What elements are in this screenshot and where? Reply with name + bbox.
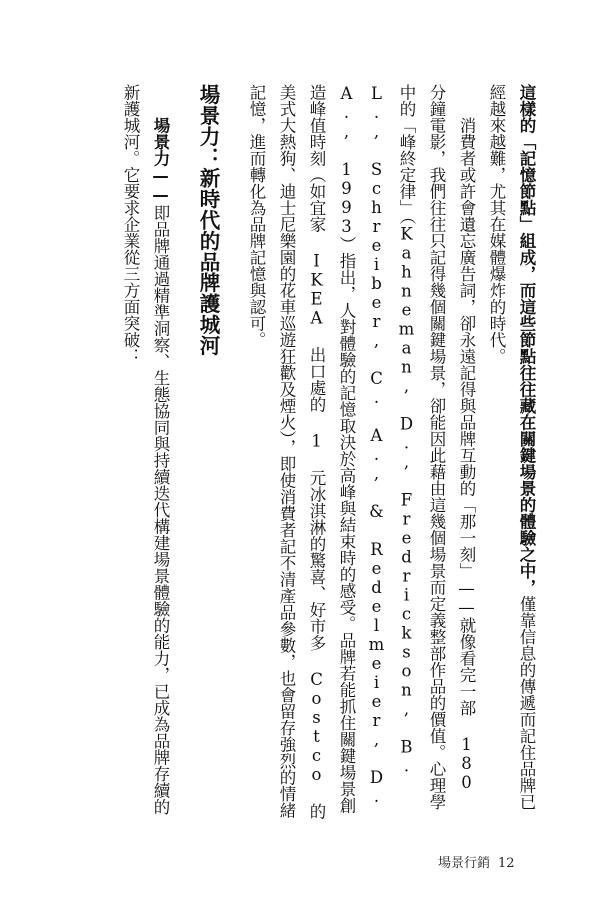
paragraph-scene-power-rest: 即品牌通過精準洞察、生態協同與持續迭代構建場景體驗的能力，已成為品牌存續的新護城河。它要求企業從三方面突破： bbox=[121, 84, 170, 815]
paragraph-peak-end-rule: 消費者或許會遺忘廣告詞，卻永遠記得與品牌互動的「那一刻」——就像看完一部 180 分鐘電影，我們往往只記得幾個關鍵場景，卻能因此藉由這幾個場景而定義整部作品的價值。心理學中的「峰終定律」（Kahneman, D., Fredrickson, B. L., Schreiber, C. A., & Redelmeier, D. A., 1993）指出，人對體驗的記憶取決於高峰與結束時的感受。品牌若能抓住關鍵場景創造峰值時刻（如宜家 IKEA 出口處的 1 元冰淇淋的驚喜、好市多 Costco 的美式大熱狗、迪士尼樂園的花車巡遊狂歡及煙火），即使消費者記不清產品參數，也會留存強烈的情緒記憶，進而轉化為品牌記憶與認可。 bbox=[247, 84, 476, 820]
paragraph-scene-power bbox=[115, 84, 175, 824]
paragraph-memory-nodes bbox=[481, 84, 541, 824]
paragraph-lead-rest: 僅靠信息的傳遞而記住品牌已經越來越難，尤其在媒體爆炸的時代。 bbox=[487, 84, 536, 810]
paragraph-lead-bold: 這樣的「記憶節點」組成，而這些節點往往藏在關鍵場景的體驗之中， bbox=[517, 84, 536, 596]
page-footer bbox=[438, 852, 578, 871]
page-number: 12 bbox=[498, 856, 515, 871]
vertical-text-body bbox=[115, 84, 541, 824]
section-heading: 場景力：新時代的品牌護城河 bbox=[196, 84, 220, 356]
running-title: 場景行銷 bbox=[438, 856, 491, 871]
term-scene-power: 場景力—— bbox=[151, 117, 170, 205]
